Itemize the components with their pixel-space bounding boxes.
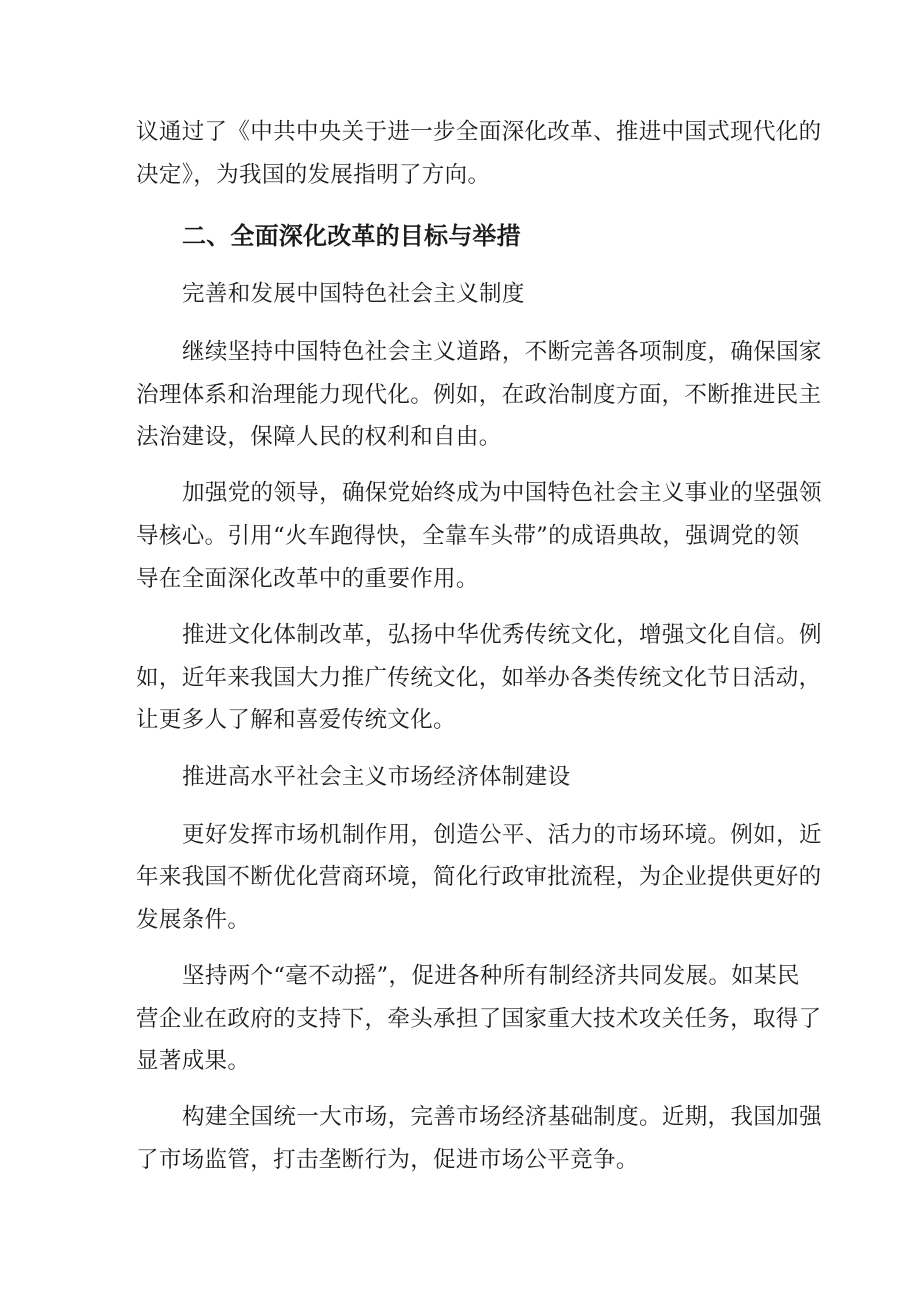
text-line: 年来我国不断优化营商环境，简化行政审批流程，为企业提供更好的 bbox=[136, 864, 822, 890]
section-heading: 二、全面深化改革的目标与举措 bbox=[182, 222, 521, 250]
text-line: 推进文化体制改革，弘扬中华优秀传统文化，增强文化自信。例 bbox=[182, 622, 822, 648]
text-line: 导在全面深化改革中的重要作用。 bbox=[136, 566, 479, 592]
text-line: 议通过了《中共中央关于进一步全面深化改革、推进中国式现代化的 bbox=[136, 119, 822, 145]
text-line: 坚持两个“毫不动摇”，促进各种所有制经济共同发展。如某民 bbox=[182, 963, 800, 989]
text-line: 法治建设，保障人民的权利和自由。 bbox=[136, 424, 502, 450]
text-line: 加强党的领导，确保党始终成为中国特色社会主义事业的坚强领 bbox=[182, 480, 822, 506]
text-line: 发展条件。 bbox=[136, 907, 251, 933]
text-line: 让更多人了解和喜爱传统文化。 bbox=[136, 707, 456, 733]
subheading-socialist-system: 完善和发展中国特色社会主义制度 bbox=[182, 281, 525, 307]
text-line: 治理体系和治理能力现代化。例如，在政治制度方面，不断推进民主 bbox=[136, 382, 822, 408]
text-line: 更好发挥市场机制作用，创造公平、活力的市场环境。例如，近 bbox=[182, 822, 822, 848]
text-line: 如，近年来我国大力推广传统文化，如举办各类传统文化节日活动， bbox=[136, 665, 822, 691]
text-line: 构建全国统一大市场，完善市场经济基础制度。近期，我国加强 bbox=[182, 1104, 822, 1130]
text-line: 导核心。引用“火车跑得快，全靠车头带”的成语典故，强调党的领 bbox=[136, 523, 800, 549]
text-line: 显著成果。 bbox=[136, 1048, 251, 1074]
text-line: 了市场监管，打击垄断行为，促进市场公平竞争。 bbox=[136, 1147, 639, 1173]
text-line: 决定》，为我国的发展指明了方向。 bbox=[136, 162, 491, 188]
text-line: 营企业在政府的支持下，牵头承担了国家重大技术攻关任务，取得了 bbox=[136, 1006, 822, 1032]
text-line: 继续坚持中国特色社会主义道路，不断完善各项制度，确保国家 bbox=[182, 339, 822, 365]
subheading-market-economy: 推进高水平社会主义市场经济体制建设 bbox=[182, 764, 571, 790]
